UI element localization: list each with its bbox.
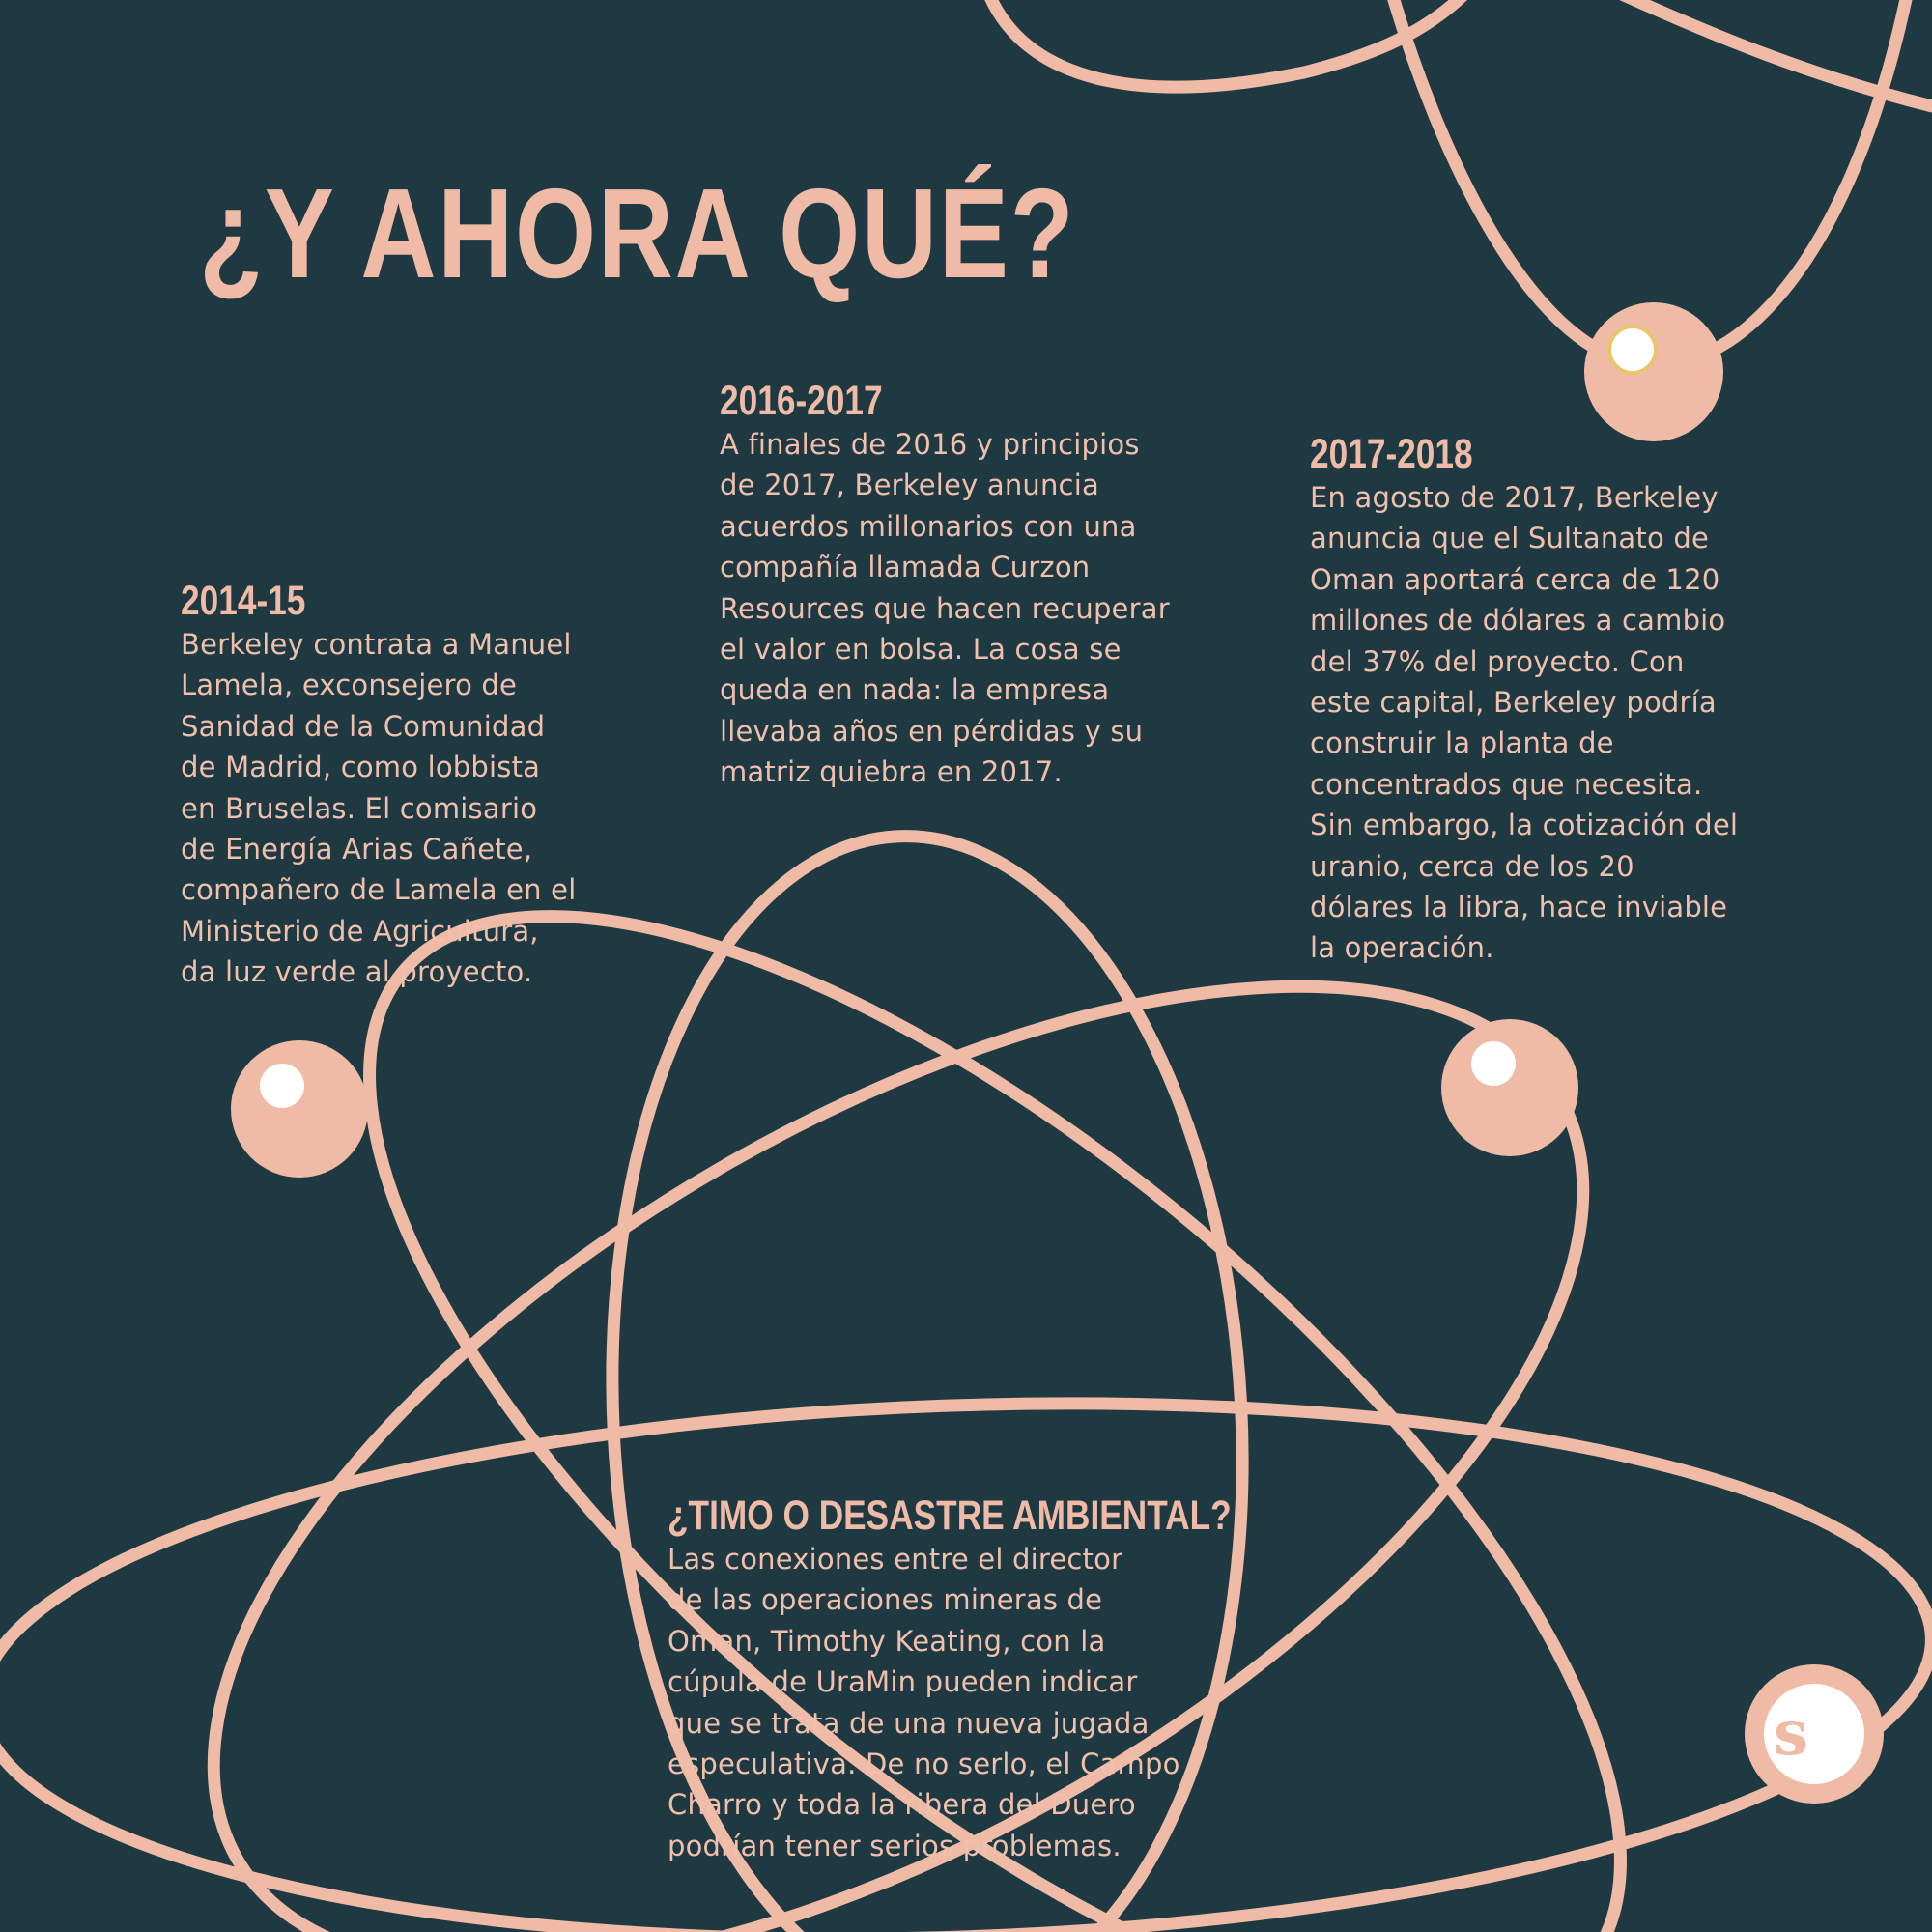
body-line: concentrados que necesita. [1310,767,1703,801]
electron-right [1441,1019,1578,1156]
body-line: de 2017, Berkeley anuncia [720,469,1099,502]
orbit-top-cross [1613,0,1932,106]
body-line: de Energía Arias Cañete, [181,833,533,867]
body-line: Sin embargo, la cotización del [1310,809,1739,842]
body-line: la operación. [1310,931,1494,965]
block-body [668,1539,1208,1866]
body-line: de las operaciones mineras de [668,1583,1103,1617]
body-line: que se trata de una nueva jugada [668,1706,1150,1740]
body-line: Charro y toda la ribera del Duero [668,1788,1136,1822]
body-line: queda en nada: la empresa [720,673,1110,707]
body-line: compañero de Lamela en el [181,873,577,907]
body-line: llevaba años en pérdidas y su [720,714,1144,748]
block-body [1310,477,1812,969]
body-line: Berkeley contrata a Manuel [181,628,572,661]
body-line: del 37% del proyecto. Con [1310,644,1685,678]
timeline-block-2016 [720,378,1222,793]
body-line: uranio, cerca de los 20 [1310,849,1634,883]
body-line: el valor en bolsa. La cosa se [720,633,1122,667]
body-line: acuerdos millonarios con una [720,509,1137,543]
timeline-block-2014 [181,578,625,993]
body-line: Sanidad de la Comunidad [181,709,546,743]
body-line: de Madrid, como lobbista [181,751,541,784]
logo-letter: s [1773,1697,1809,1770]
body-line: En agosto de 2017, Berkeley [1310,481,1719,514]
body-line: millones de dólares a cambio [1310,604,1726,638]
body-line: construir la planta de [1310,726,1614,760]
block-body [720,424,1222,793]
body-line: dólares la libra, hace inviable [1310,891,1728,924]
timo-block [668,1492,1232,1866]
body-line: Las conexiones entre el director [668,1543,1123,1576]
body-line: Ministerio de Agricultura, [181,914,539,948]
electron-top-right [1584,302,1723,441]
page-title: ¿Y AHORA QUÉ? [199,162,1076,304]
block-heading: 2016-2017 [720,378,883,424]
body-line: podrían tener serios problemas. [668,1829,1122,1862]
body-line: en Bruselas. El comisario [181,791,538,825]
body-line: especulativa. De no serlo, el Campo [668,1747,1180,1781]
body-line: A finales de 2016 y principios [720,428,1140,461]
block-heading: 2014-15 [181,578,306,624]
body-line: anuncia que el Sultanato de [1310,522,1709,555]
body-line: Resources que hacen recuperar [720,591,1170,625]
body-line: Oman, Timothy Keating, con la [668,1624,1106,1658]
body-line: Oman aportará cerca de 120 [1310,562,1720,596]
body-line: da luz verde al proyecto. [181,955,533,989]
body-line: compañía llamada Curzon [720,551,1091,584]
body-line: Lamela, exconsejero de [181,668,518,702]
timeline-block-2017 [1310,431,1812,969]
block-heading: 2017-2018 [1310,431,1473,477]
body-line: matriz quiebra en 2017. [720,755,1063,789]
body-line: este capital, Berkeley podría [1310,686,1717,720]
electron-left [231,1040,368,1178]
body-line: cúpula de UraMin pueden indicar [668,1665,1138,1699]
block-body [181,624,625,993]
block-heading: ¿TIMO O DESASTRE AMBIENTAL? [668,1492,1232,1539]
